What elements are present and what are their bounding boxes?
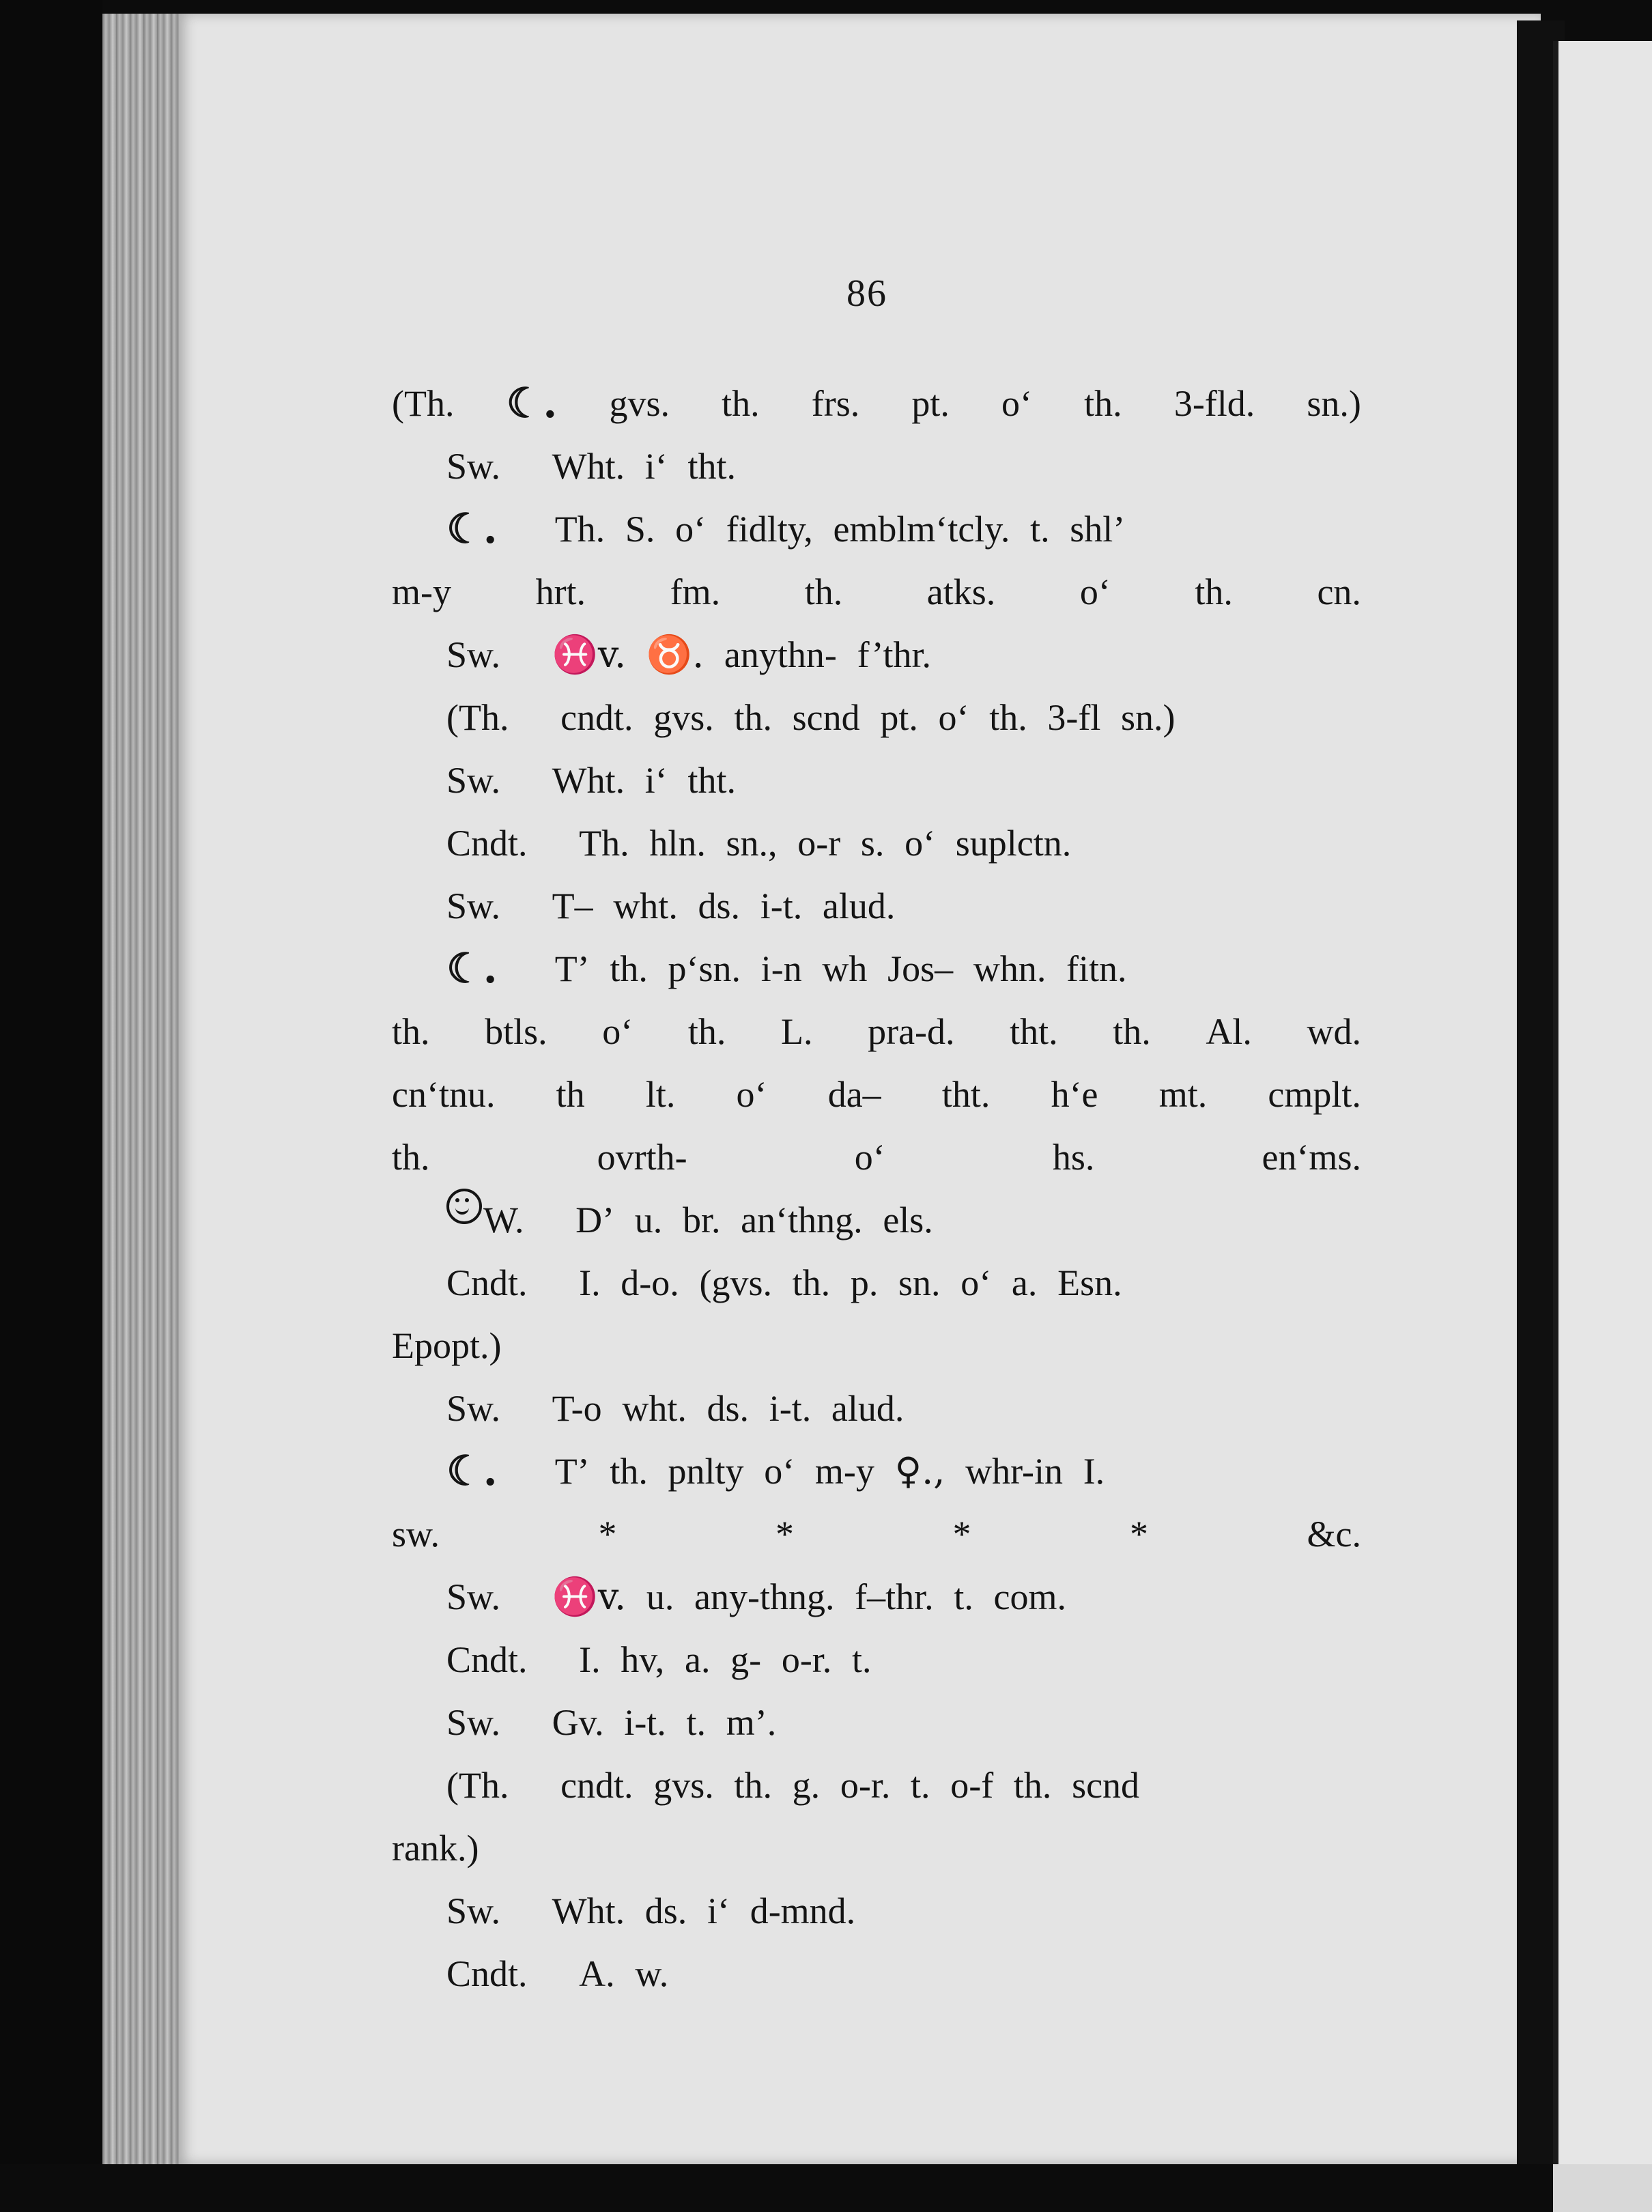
word: hln. (649, 823, 706, 864)
word: Sw. (446, 1702, 501, 1743)
text-line (392, 1126, 1361, 1189)
word: gvs. (609, 383, 670, 424)
word: rank.) (392, 1828, 479, 1869)
text-line (392, 435, 1361, 498)
word: Al. (1206, 1011, 1252, 1052)
word: th. (610, 948, 648, 989)
text-line (392, 1440, 1361, 1503)
word: I. (579, 1639, 601, 1680)
word: s. (860, 823, 885, 864)
text-line (392, 1880, 1361, 1942)
word: &c. (1307, 1514, 1361, 1555)
word: Jos– (887, 948, 954, 989)
word: Cndt. (446, 823, 528, 864)
word: D’ (575, 1200, 615, 1240)
word: o-r. (840, 1765, 891, 1806)
word: t. (1030, 509, 1050, 550)
word: ♓v. (552, 1575, 627, 1618)
word: m’. (726, 1702, 777, 1743)
word: th. (1013, 1765, 1052, 1806)
word: th. (1113, 1011, 1151, 1052)
word: a. (684, 1639, 711, 1680)
word: Sw. (446, 1388, 501, 1429)
word: Wht. (552, 760, 625, 801)
word: wh (822, 948, 868, 989)
word: i‘ (644, 446, 668, 487)
word: (gvs. (699, 1262, 772, 1303)
word: Cndt. (446, 1639, 528, 1680)
word: fidlty, (726, 509, 813, 550)
word: hrt. (535, 571, 586, 612)
text-line (392, 1000, 1361, 1063)
word: Wht. (552, 446, 625, 487)
word: d-mnd. (750, 1890, 856, 1931)
word: scnd (792, 697, 860, 738)
word: wd. (1307, 1011, 1361, 1052)
word: lt. (645, 1074, 676, 1115)
word: wht. (613, 885, 678, 926)
word: i‘ (707, 1890, 730, 1931)
word: * (598, 1514, 617, 1555)
word: Sw. (446, 446, 501, 487)
word: o-f (950, 1765, 994, 1806)
word: hv, (621, 1639, 665, 1680)
word: p. (850, 1262, 879, 1303)
word: fm. (670, 571, 721, 612)
text-line (392, 1754, 1361, 1817)
word: tht. (1010, 1011, 1058, 1052)
word: m-y (814, 1451, 874, 1492)
word: cndt. (560, 1765, 633, 1806)
word: a. (1011, 1262, 1038, 1303)
word: o-r. (781, 1639, 832, 1680)
word: th. (989, 697, 1027, 738)
word: T-o (552, 1388, 602, 1429)
word: o-r (797, 823, 841, 864)
word: Gv. (552, 1702, 604, 1743)
text-line (392, 937, 1361, 1000)
word: Sw. (446, 885, 501, 926)
word: fitn. (1066, 948, 1127, 989)
word: Th. (579, 823, 629, 864)
word: com. (993, 1576, 1067, 1617)
word: emblm‘tcly. (833, 509, 1010, 550)
word: 3-fld. (1173, 383, 1255, 424)
word: ☾. (446, 1447, 498, 1495)
word: Sw. (446, 634, 501, 675)
word: o‘ (764, 1451, 795, 1492)
scan-top-border (179, 0, 1517, 15)
word: sn. (898, 1262, 941, 1303)
word: S. (625, 509, 655, 550)
ritual-text-block (392, 372, 1361, 2005)
word: ds. (698, 885, 741, 926)
word: hs. (1052, 1137, 1095, 1178)
word: f’thr. (857, 634, 932, 675)
word: o‘ (938, 697, 969, 738)
word: wht. (622, 1388, 687, 1429)
word: (Th. (392, 383, 455, 424)
word: ☾. (446, 945, 498, 993)
word: I. (579, 1262, 601, 1303)
word: i-n (760, 948, 802, 989)
word: Th. (554, 509, 606, 550)
word: ☾. (506, 380, 558, 427)
word: shl’ (1070, 509, 1126, 550)
word: gvs. (653, 1765, 714, 1806)
word: o‘ (960, 1262, 992, 1303)
text-line (392, 1063, 1361, 1126)
word: mt. (1158, 1074, 1208, 1115)
page-edges (102, 14, 184, 2164)
word: sw. (392, 1514, 440, 1555)
text-line (392, 1628, 1361, 1691)
word: Epopt.) (392, 1325, 502, 1366)
word: i-t. (760, 885, 803, 926)
word: pt. (880, 697, 918, 738)
word: en‘ms. (1262, 1137, 1361, 1178)
word: w. (635, 1953, 669, 1994)
word: th. (1195, 571, 1233, 612)
word: Esn. (1057, 1262, 1122, 1303)
word: o‘ (675, 509, 707, 550)
word: T– (552, 885, 593, 926)
word: btls. (485, 1011, 547, 1052)
scan-left-border (0, 0, 102, 2212)
word: f–thr. (855, 1576, 934, 1617)
scan-bottom-border (0, 2164, 1652, 2212)
word: (Th. (446, 1765, 509, 1806)
word: atks. (926, 571, 996, 612)
word: anythn- (724, 634, 837, 675)
text-line (392, 498, 1361, 561)
word: u. (646, 1576, 674, 1617)
word: pt. (911, 383, 950, 424)
word: o‘ (854, 1137, 885, 1178)
text-line (392, 1377, 1361, 1440)
word: br. (682, 1200, 721, 1240)
word: t. (852, 1639, 872, 1680)
word: sn., (726, 823, 778, 864)
word: p‘sn. (668, 948, 741, 989)
word: th. (734, 697, 772, 738)
word: tht. (941, 1074, 991, 1115)
word: whn. (973, 948, 1046, 989)
text-line (392, 1251, 1361, 1314)
word: ds. (644, 1890, 687, 1931)
word: Sw. (446, 760, 501, 801)
text-line (392, 812, 1361, 875)
word: ds. (707, 1388, 750, 1429)
word: T’ (554, 1451, 590, 1492)
word: th (556, 1074, 585, 1115)
word: * (1130, 1514, 1149, 1555)
word: t. (911, 1765, 930, 1806)
word: th. (792, 1262, 831, 1303)
word: tht. (687, 760, 736, 801)
word: th. (392, 1137, 430, 1178)
word: frs. (811, 383, 860, 424)
word: Wht. (552, 1890, 625, 1931)
text-line (392, 1817, 1361, 1880)
word: any-thng. (694, 1576, 835, 1617)
word: th. (610, 1451, 648, 1492)
word: th. (1084, 383, 1122, 424)
word: cn. (1317, 571, 1361, 612)
word: sn.) (1121, 697, 1176, 738)
word: (Th. (446, 697, 509, 738)
word: o‘ (602, 1011, 633, 1052)
word: els. (883, 1200, 933, 1240)
text-line (392, 1503, 1361, 1565)
text-line (392, 561, 1361, 623)
word: th. (392, 1011, 430, 1052)
word: * (775, 1514, 795, 1555)
word: gvs. (653, 697, 714, 738)
word: I. (1083, 1451, 1105, 1492)
text-line (392, 623, 1361, 686)
word: t. (686, 1702, 707, 1743)
word: alud. (831, 1388, 905, 1429)
word: th. (734, 1765, 772, 1806)
word: whr-in (965, 1451, 1063, 1492)
word: ♀., (894, 1449, 945, 1492)
word: ♓v. (552, 633, 627, 676)
word: T’ (554, 948, 590, 989)
word: cn‘tnu. (392, 1074, 496, 1115)
word: o‘ (1001, 383, 1033, 424)
word: * (952, 1514, 971, 1555)
word: cmplt. (1268, 1074, 1361, 1115)
word: ♉. (646, 633, 704, 676)
word: d-o. (621, 1262, 679, 1303)
page-number: 86 (846, 272, 887, 315)
word: u. (634, 1200, 663, 1240)
word: W. (483, 1200, 524, 1240)
text-line (392, 875, 1361, 937)
text-line (392, 749, 1361, 812)
text-line (392, 1942, 1361, 2005)
word: L. (780, 1011, 813, 1052)
text-line (392, 1691, 1361, 1754)
word: Sw. (446, 1576, 501, 1617)
word: i-t. (769, 1388, 812, 1429)
word: o‘ (736, 1074, 767, 1115)
word: th. (687, 1011, 726, 1052)
word: scnd (1072, 1765, 1140, 1806)
word: Sw. (446, 1890, 501, 1931)
word: i-t. (624, 1702, 666, 1743)
word: suplctn. (955, 823, 1072, 864)
word: o‘ (905, 823, 936, 864)
word: cndt. (560, 697, 633, 738)
word: i‘ (644, 760, 668, 801)
word: o‘ (1079, 571, 1111, 612)
word: Cndt. (446, 1262, 528, 1303)
word: g- (730, 1639, 762, 1680)
word: alud. (822, 885, 896, 926)
word: t. (954, 1576, 973, 1617)
word: h‘e (1051, 1074, 1098, 1115)
word: ovrth- (597, 1137, 687, 1178)
word: th. (722, 383, 760, 424)
word: g. (792, 1765, 821, 1806)
text-line (392, 372, 1361, 435)
word: A. (579, 1953, 615, 1994)
word: m-y (392, 571, 451, 612)
text-line (392, 1189, 1361, 1251)
text-line (392, 1565, 1361, 1628)
facing-page-edge (1553, 41, 1652, 2212)
word: tht. (687, 446, 736, 487)
word: th. (804, 571, 843, 612)
word: pra-d. (868, 1011, 955, 1052)
word: Cndt. (446, 1953, 528, 1994)
word: 3-fl (1047, 697, 1101, 738)
word: sn.) (1307, 383, 1361, 424)
word: da– (827, 1074, 881, 1115)
word: an‘thng. (741, 1200, 863, 1240)
text-line (392, 686, 1361, 749)
text-line (392, 1314, 1361, 1377)
word: ☾. (446, 505, 498, 553)
word: pnlty (668, 1451, 744, 1492)
smiling-face-icon (446, 1189, 482, 1224)
